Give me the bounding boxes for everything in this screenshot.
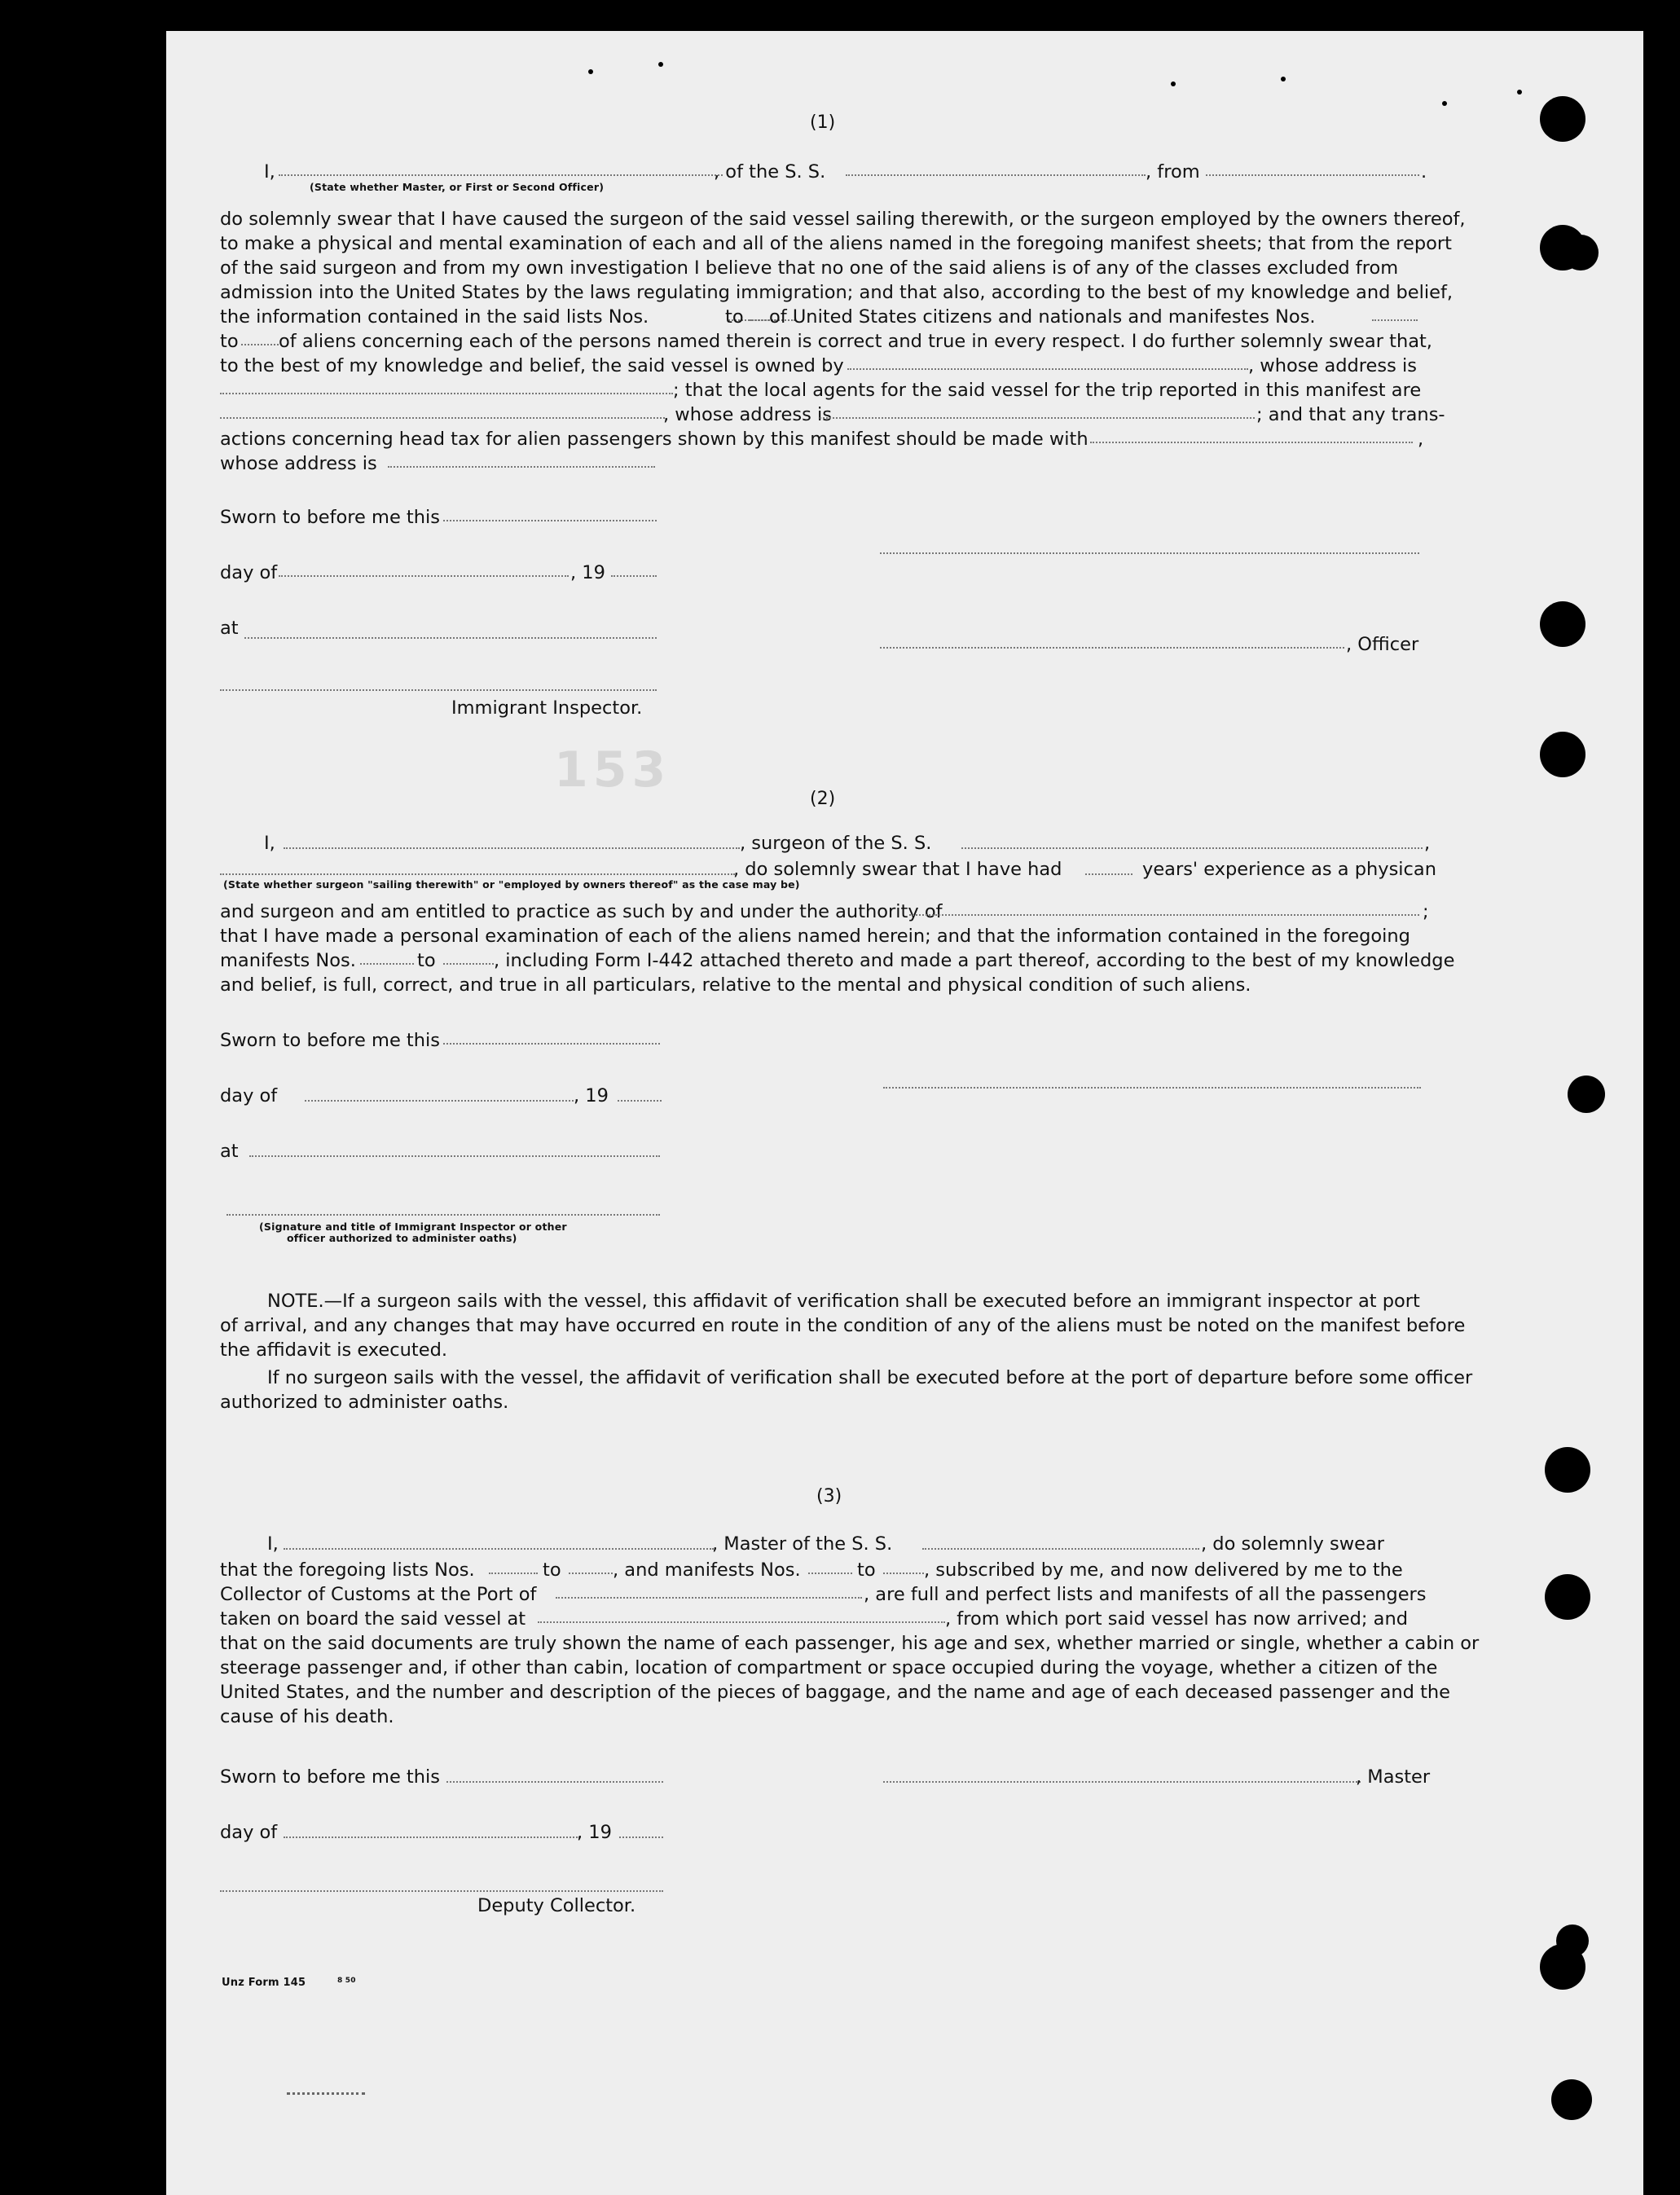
officer-note: (State whether Master, or First or Second Officer) — [310, 181, 605, 193]
manifests-from-field[interactable] — [1372, 319, 1418, 321]
s1-year: , 19 — [570, 562, 605, 583]
port-of-departure-field[interactable] — [538, 1621, 945, 1623]
punch-hole — [1545, 1447, 1590, 1493]
s3-body-4: cause of his death. — [220, 1706, 394, 1727]
s1-of-ss: , of the S. S. — [714, 161, 826, 183]
s3-body-1: that on the said documents are truly shown the name of each passenger, his age and sex, whether married or single, whether a cabin or — [220, 1633, 1480, 1654]
manifests-to-field[interactable] — [241, 344, 279, 345]
note-line-2: of arrival, and any changes that may have occurred en route in the condition of any of the aliens must be noted on the manifest before — [220, 1315, 1466, 1336]
form-page — [166, 31, 1643, 2195]
s1-line7-addr: , whose address is — [1248, 355, 1417, 376]
s1-body-1: do solemnly swear that I have caused the surgeon of the said vessel sailing therewith, or the surgeon employed by the owners thereof, — [220, 209, 1466, 230]
s1-line8: ; that the local agents for the said vessel for the trip reported in this manifest are — [673, 380, 1422, 401]
s1-at: at — [220, 618, 239, 639]
s1-body-3: of the said surgeon and from my own investigation I believe that no one of the said aliens is of any of the classes excluded from — [220, 257, 1399, 279]
s3-manifests-from[interactable] — [808, 1573, 852, 1574]
year-field[interactable] — [611, 575, 657, 577]
s3-subscribed: , subscribed by me, and now delivered by me to the — [924, 1559, 1403, 1581]
s1-line10-comma: , — [1418, 429, 1424, 450]
s2-line6: and belief, is full, correct, and true in all particulars, relative to the mental and physical condition of such aliens. — [220, 974, 1251, 996]
s3-I: I, — [267, 1533, 279, 1555]
s1-end-dot: . — [1421, 161, 1427, 183]
punch-hole — [1563, 235, 1599, 271]
s3-year-field[interactable] — [619, 1836, 663, 1838]
surgeon-type-field[interactable] — [220, 873, 735, 875]
s1-line9-addr: , whose address is — [663, 404, 832, 425]
s3-day-of: day of — [220, 1822, 278, 1843]
s2-year-field[interactable] — [618, 1100, 662, 1102]
note-line-3: the affidavit is executed. — [220, 1339, 447, 1361]
s2-I: I, — [264, 833, 275, 854]
speck — [1171, 81, 1176, 86]
s2-sworn: Sworn to before me this — [220, 1030, 440, 1051]
s3-sworn: Sworn to before me this — [220, 1766, 440, 1788]
head-tax-party-field[interactable] — [1090, 442, 1413, 443]
s3-collector: Collector of Customs at the Port of — [220, 1584, 537, 1605]
s3-body-2: steerage passenger and, if other than cabin, location of compartment or space occupied during the voyage, whether a citizen of the — [220, 1657, 1438, 1678]
head-tax-address-field[interactable] — [388, 466, 655, 468]
surgeon-signature-line[interactable] — [883, 1087, 1421, 1089]
speck — [1442, 101, 1447, 106]
inspector-signature-line[interactable] — [220, 689, 657, 691]
s1-body-2: to make a physical and mental examination of each and all of the aliens named in the foregoing manifest sheets; that from the report — [220, 233, 1452, 254]
s1-day-of: day of — [220, 562, 278, 583]
s3-to-2: to — [857, 1559, 876, 1581]
officer-title-line[interactable] — [880, 647, 1344, 649]
s1-line5-to: to — [725, 306, 744, 328]
s1-from: , from — [1146, 161, 1200, 183]
s2-day-of: day of — [220, 1085, 278, 1106]
punch-hole — [1540, 601, 1585, 647]
agents-address-field[interactable] — [820, 417, 1255, 419]
s2-years: years' experience as a physican — [1142, 859, 1436, 880]
punch-hole — [1540, 732, 1585, 777]
agents-field[interactable] — [220, 417, 665, 419]
punch-hole — [1540, 1944, 1585, 1990]
s2-at: at — [220, 1141, 239, 1162]
faint-stamp: 153 — [554, 741, 671, 798]
s2-including: , including Form I-442 attached thereto and made a part thereof, according to the best of my knowledge — [494, 950, 1455, 971]
vessel-name-field[interactable] — [846, 174, 1146, 176]
speck — [588, 69, 593, 74]
s3-lists: that the foregoing lists Nos. — [220, 1559, 475, 1581]
punch-hole — [1540, 96, 1585, 142]
speck — [1281, 77, 1286, 81]
s1-line6-to: to — [220, 331, 239, 352]
sig-note-1: (Signature and title of Immigrant Inspector or other — [259, 1221, 567, 1233]
s3-year: , 19 — [577, 1822, 612, 1843]
s1-line10: actions concerning head tax for alien passengers shown by this manifest should be made with — [220, 429, 1088, 450]
section3-number: (3) — [816, 1486, 842, 1507]
form-number: Unz Form 145 — [222, 1977, 306, 1989]
s2-line4: that I have made a personal examination of each of the aliens named herein; and that the information contained in the foregoing — [220, 926, 1410, 947]
s2-vessel-field[interactable] — [961, 847, 1423, 849]
s1-line11: whose address is — [220, 453, 377, 474]
speck — [1517, 90, 1522, 95]
sworn-day-field[interactable] — [443, 520, 657, 521]
s3-full-lists: , are full and perfect lists and manifests of all the passengers — [864, 1584, 1427, 1605]
s3-lists-from[interactable] — [489, 1573, 538, 1574]
form-code: 8 50 — [337, 1977, 356, 1985]
section1-number: (1) — [810, 112, 836, 133]
note2-line-1: If no surgeon sails with the vessel, the affidavit of verification shall be executed before at the port of departure before some officer — [267, 1367, 1473, 1388]
owner-field[interactable] — [847, 368, 1248, 370]
punch-hole — [1551, 2079, 1592, 2120]
speck — [658, 62, 663, 67]
s3-vessel-field[interactable] — [922, 1548, 1199, 1550]
s3-month-field[interactable] — [284, 1836, 580, 1838]
s2-manifests-to[interactable] — [443, 963, 494, 965]
s2-semicolon: ; — [1423, 901, 1429, 922]
s1-officer: , Officer — [1346, 634, 1419, 655]
deputy-signature-line[interactable] — [220, 1890, 663, 1892]
s2-authority: and surgeon and am entitled to practice as such by and under the authority of — [220, 901, 943, 922]
s1-line7: to the best of my knowledge and belief, the said vessel is owned by — [220, 355, 844, 376]
port-of-arrival-field[interactable] — [556, 1597, 862, 1599]
s3-swear: , do solemnly swear — [1201, 1533, 1384, 1555]
authority-field[interactable] — [909, 914, 1419, 916]
s2-comma: , — [1424, 833, 1431, 854]
s2-place-field[interactable] — [249, 1155, 660, 1157]
s3-lists-to[interactable] — [569, 1573, 613, 1574]
s3-taken: taken on board the said vessel at — [220, 1608, 526, 1630]
s3-deputy: Deputy Collector. — [477, 1895, 636, 1916]
s3-master: , Master — [1356, 1766, 1431, 1788]
surgeon-name-field[interactable] — [284, 847, 740, 849]
note-line-1: NOTE.—If a surgeon sails with the vessel, this affidavit of verification shall be executed before an immigrant inspector at port — [267, 1291, 1420, 1312]
s2-surgeon-of: , surgeon of the S. S. — [740, 833, 932, 854]
s1-line5-rest: of United States citizens and nationals and manifestes Nos. — [769, 306, 1316, 328]
s1-line6: of aliens concerning each of the persons named therein is correct and true in every respect. I do further solemnly swear that, — [279, 331, 1432, 352]
s3-master-of: , Master of the S. S. — [712, 1533, 893, 1555]
note2-line-2: authorized to administer oaths. — [220, 1392, 509, 1413]
s3-arrived: , from which port said vessel has now arrived; and — [945, 1608, 1408, 1630]
s2-year: , 19 — [574, 1085, 609, 1106]
s3-sworn-day-field[interactable] — [446, 1781, 663, 1783]
s1-I: I, — [264, 161, 275, 183]
s1-sworn: Sworn to before me this — [220, 507, 440, 528]
from-port-field[interactable] — [1206, 174, 1419, 176]
s1-line9-trans: ; and that any trans- — [1256, 404, 1445, 425]
surgeon-note: (State whether surgeon "sailing therewith" or "employed by owners thereof" as the case may be) — [223, 878, 800, 891]
s1-inspector: Immigrant Inspector. — [451, 697, 643, 719]
officer-signature-line[interactable] — [880, 552, 1419, 554]
s2-to: to — [417, 950, 436, 971]
s2-manifests-from[interactable] — [360, 963, 414, 965]
owner-address-field[interactable] — [220, 393, 673, 394]
s3-manifests: , and manifests Nos. — [613, 1559, 801, 1581]
sig-note-2: officer authorized to administer oaths) — [287, 1232, 517, 1244]
month-field[interactable] — [279, 575, 569, 577]
punch-hole — [1545, 1574, 1590, 1620]
s1-body-4: admission into the United States by the laws regulating immigration; and that also, according to the best of my knowledge and belief, — [220, 282, 1454, 303]
punch-hole — [1568, 1076, 1605, 1113]
s2-inspector-signature[interactable] — [226, 1214, 660, 1216]
section2-number: (2) — [810, 789, 836, 809]
s2-month-field[interactable] — [305, 1100, 574, 1102]
place-field[interactable] — [244, 637, 657, 639]
s2-manifests: manifests Nos. — [220, 950, 356, 971]
s3-to-1: to — [543, 1559, 561, 1581]
s2-sworn-day-field[interactable] — [443, 1043, 660, 1045]
s1-line5: the information contained in the said lists Nos. — [220, 306, 649, 328]
s3-manifests-to[interactable] — [883, 1573, 924, 1574]
s2-swear: , do solemnly swear that I have had — [733, 859, 1062, 880]
master-name-field[interactable] — [284, 1548, 714, 1550]
master-signature-line[interactable] — [883, 1781, 1361, 1783]
bottom-mark — [287, 2092, 365, 2095]
s3-body-3: United States, and the number and description of the pieces of baggage, and the name and age of each deceased passenger and the — [220, 1682, 1450, 1703]
officer-name-field[interactable] — [279, 174, 723, 176]
years-field[interactable] — [1085, 873, 1132, 875]
